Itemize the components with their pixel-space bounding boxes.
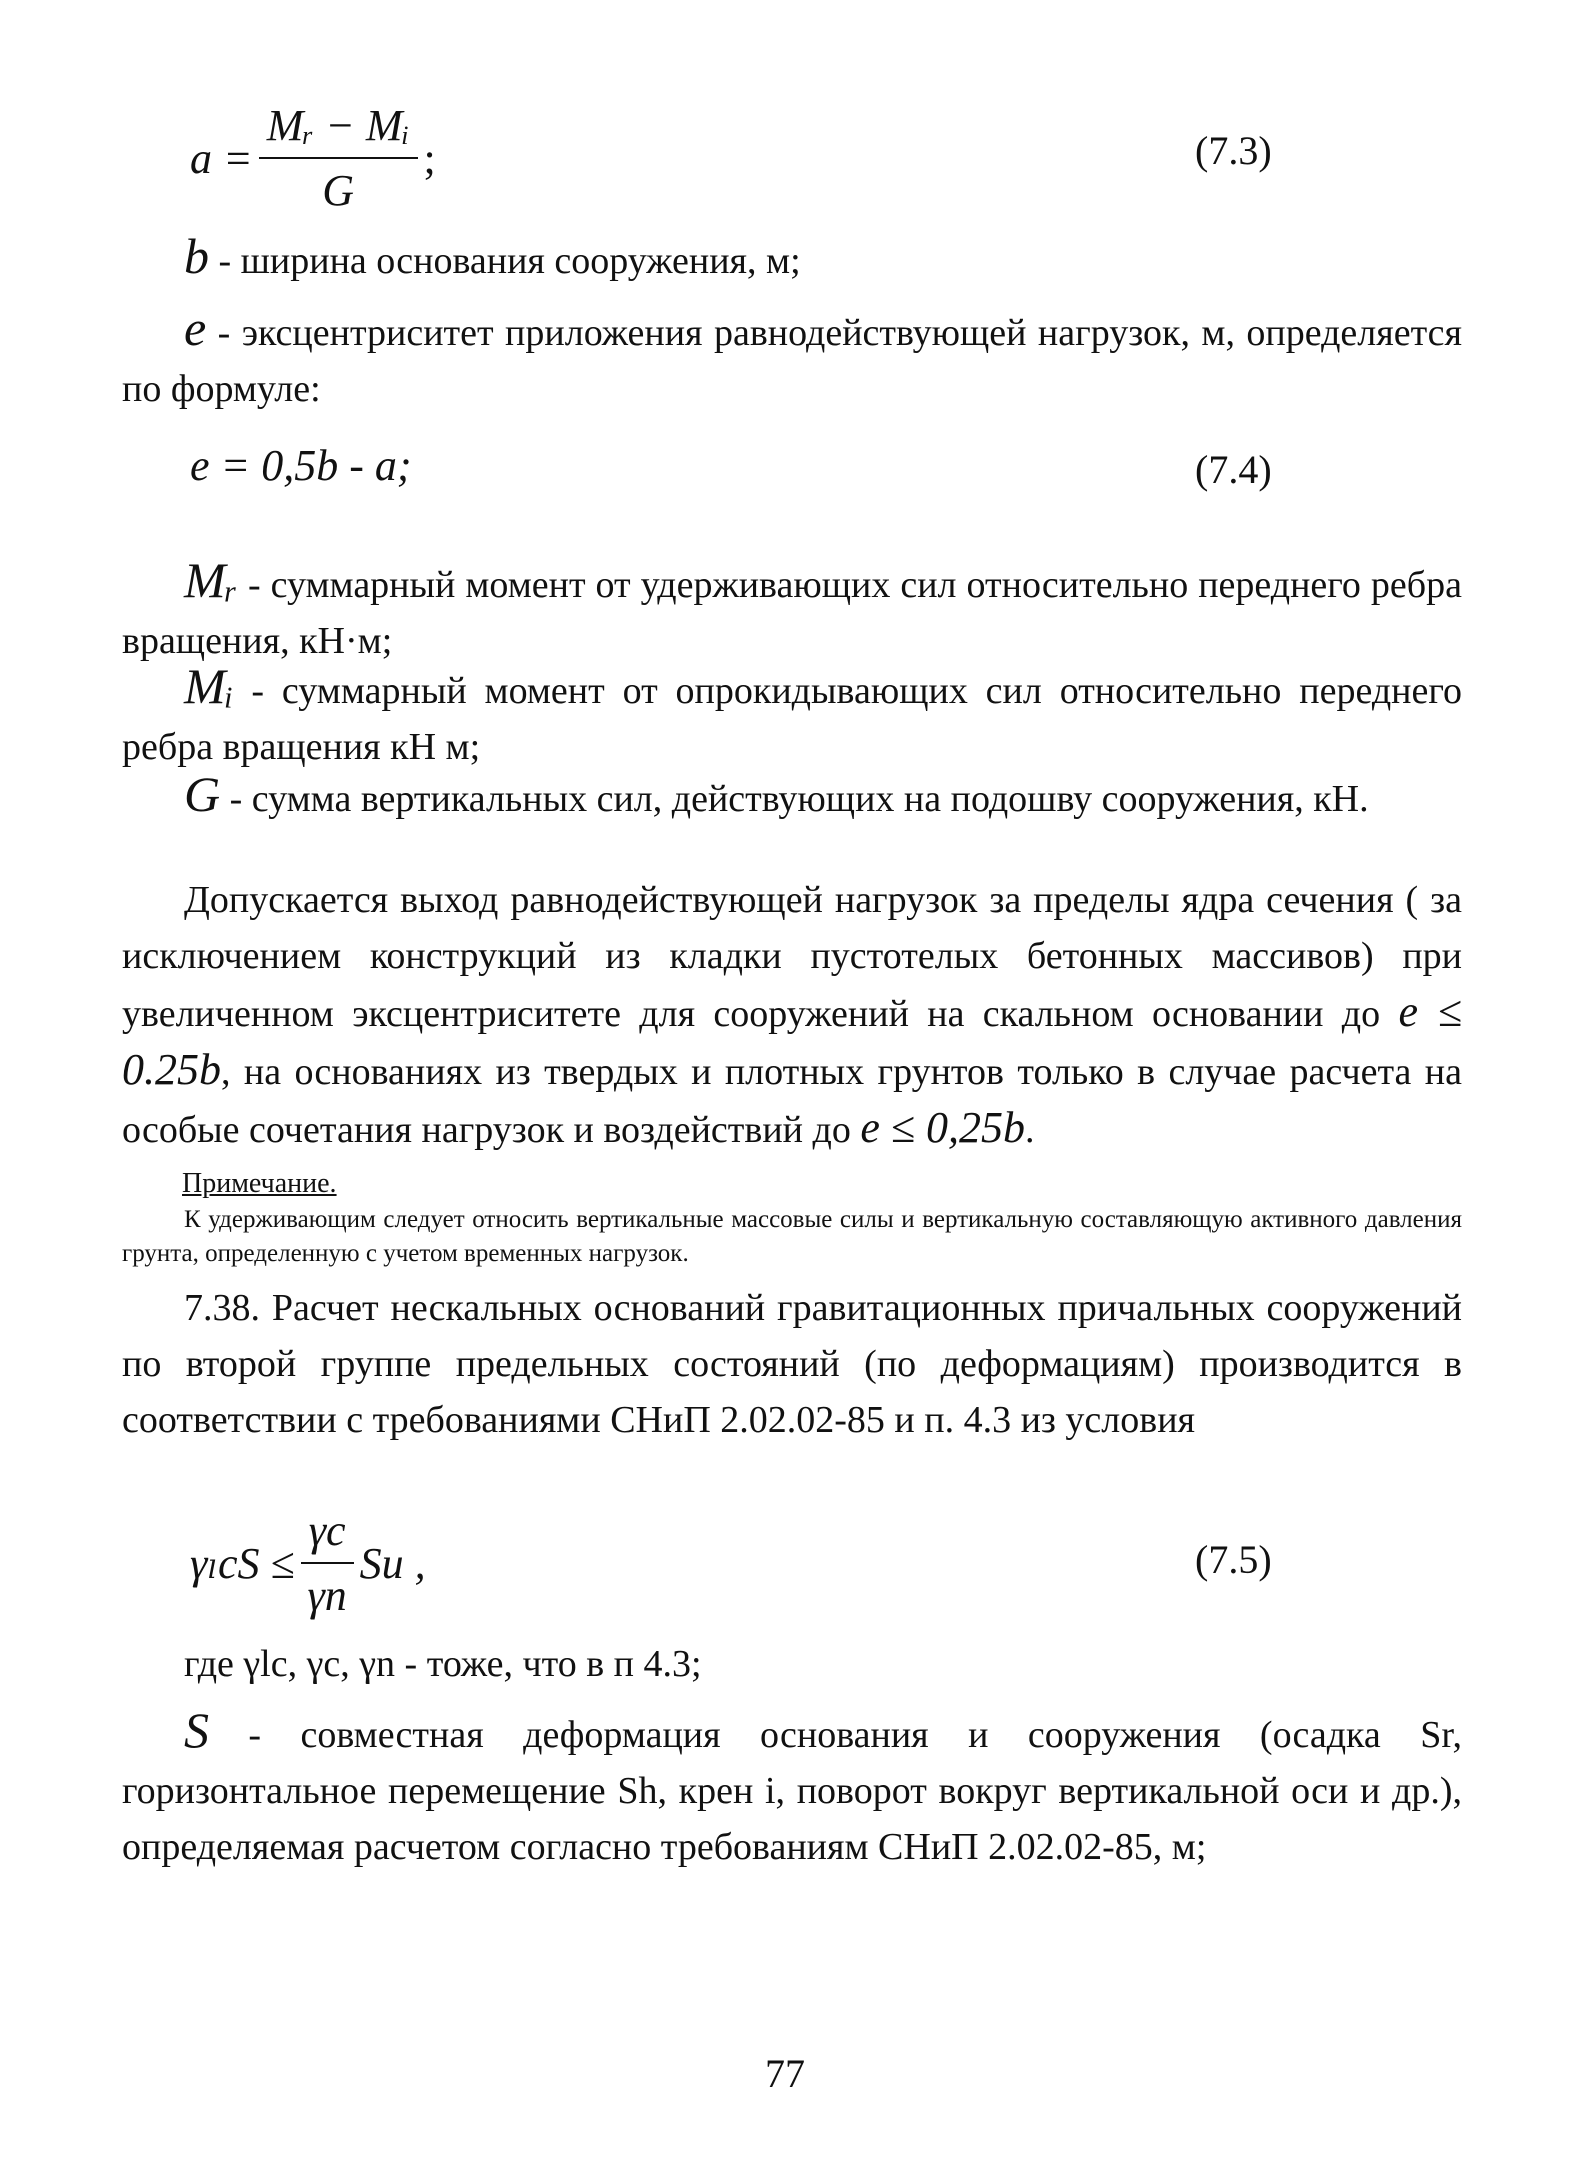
symbol-mt: Mᵢ <box>184 658 234 714</box>
formula-7-4: e = 0,5b - a; <box>190 441 412 490</box>
paragraph-eccentricity-text-3: . <box>1025 1109 1035 1151</box>
definition-mt-text: - суммарный момент от опрокидывающих сил относительно переднего ребра вращения кН м; <box>122 670 1462 768</box>
formula-7-3-fraction <box>259 100 418 216</box>
definition-mt <box>122 658 1462 775</box>
where-line: где γlc, γc, γn - тоже, что в п 4.3; <box>184 1643 702 1685</box>
condition-1: e ≤ 0.25b <box>122 987 1462 1094</box>
formula-7-5-fraction <box>301 1505 354 1621</box>
equation-number-7-5: (7.5) <box>1195 1537 1272 1582</box>
formula-7-5-lhs: γₗcS ≤ <box>190 1538 295 1588</box>
equation-number-7-3: (7.3) <box>1195 128 1272 173</box>
note-text: К удерживающим следует относить вертикальные массовые силы и вертикальную составляющую активного давления грунта, определенную с учетом временных нагрузок. <box>122 1206 1462 1267</box>
formula-7-5-denominator: γn <box>307 1571 347 1620</box>
symbol-mr: Mᵣ <box>184 552 238 608</box>
paragraph-eccentricity-text-1: Допускается выход равнодействующей нагрузок за пределы ядра сечения ( за исключением конструкций из кладки пустотелых бетонных массивов) при увеличенном эксцентриситете для сооружений на скальном основании до <box>122 879 1462 1035</box>
definition-g <box>122 766 1462 827</box>
definition-s <box>122 1702 1462 1875</box>
condition-2: e ≤ 0,25b <box>860 1103 1026 1152</box>
formula-7-5 <box>190 1505 426 1621</box>
definition-g-text: - сумма вертикальных сил, действующих на подошву сооружения, кН. <box>220 778 1369 820</box>
formula-7-3 <box>190 100 436 216</box>
formula-7-5-numerator: γc <box>301 1505 354 1564</box>
paragraph-eccentricity <box>122 872 1462 1158</box>
definition-mr-text: - суммарный момент от удерживающих сил относительно переднего ребра вращения, кН·м; <box>122 564 1462 662</box>
definition-s-text: - совместная деформация основания и сооружения (осадка Sr, горизонтальное перемещение Sh, крен i, поворот вокруг вертикальной оси и др.), определяемая расчетом согласно требованиям СНиП 2.02.02-85, м; <box>122 1714 1462 1868</box>
note-heading: Примечание. <box>182 1168 337 1199</box>
definition-mr <box>122 552 1462 669</box>
symbol-s: S <box>184 1702 209 1758</box>
paragraph-eccentricity-text-2: , на основаниях из твердых и плотных грунтов только в случае расчета на особые сочетания нагрузок и воздействий до <box>122 1051 1462 1151</box>
definition-b-text: - ширина основания сооружения, м; <box>209 240 801 282</box>
formula-7-3-numerator: Mᵣ − Mᵢ <box>259 100 418 159</box>
equation-number-7-4: (7.4) <box>1195 447 1272 492</box>
symbol-e: e <box>184 300 207 356</box>
formula-7-5-tail: Su , <box>359 1538 426 1588</box>
paragraph-7-38: 7.38. Расчет нескальных оснований гравитационных причальных сооружений по второй группе предельных состояний (по деформациям) производится в соответствии с требованиями СНиП 2.02.02-85 и п. 4.3 из условия <box>122 1287 1462 1441</box>
symbol-b: b <box>184 228 209 284</box>
definition-e <box>122 300 1462 417</box>
formula-7-3-lhs: a = <box>190 133 253 183</box>
formula-7-3-tail: ; <box>423 133 436 183</box>
symbol-g: G <box>184 766 221 822</box>
page-number: 77 <box>765 2051 805 2096</box>
definition-b <box>122 228 1462 289</box>
definition-e-text: - эксцентриситет приложения равнодействующей нагрузок, м, определяется по формуле: <box>122 312 1462 410</box>
formula-7-3-denominator: G <box>322 166 354 215</box>
